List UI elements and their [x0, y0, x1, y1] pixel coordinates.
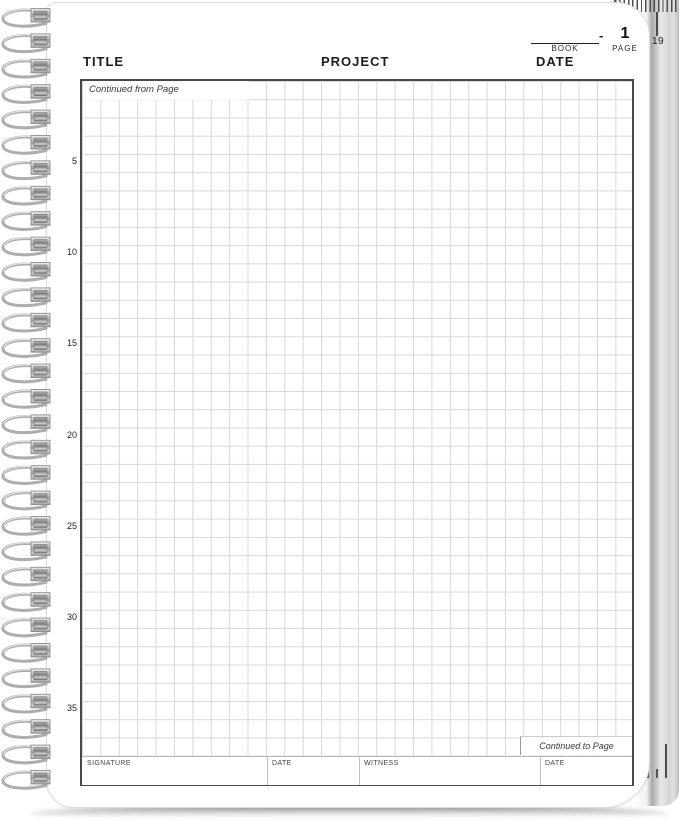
edge-tab-indicator-line	[656, 12, 658, 36]
signature-row-divider	[359, 757, 360, 785]
row-number: 20	[66, 430, 77, 440]
continued-to-page-cell: Continued to Page	[520, 736, 632, 755]
edge-tab-number: 19	[651, 36, 665, 47]
wire-binding	[0, 0, 56, 826]
grid-cells	[82, 81, 632, 756]
signature-row	[82, 756, 632, 785]
row-number: 10	[66, 247, 77, 257]
page-edge-ticks-bottom	[665, 744, 667, 778]
signature-row-divider	[267, 757, 268, 785]
row-number: 35	[66, 703, 77, 713]
signature-date-label: DATE	[272, 760, 292, 767]
grid-area	[80, 79, 634, 786]
witness-label: WITNESS	[364, 760, 399, 767]
signature-label: SIGNATURE	[87, 760, 131, 767]
row-number: 30	[66, 612, 77, 622]
project-label: PROJECT	[321, 54, 390, 69]
notebook-page	[46, 2, 650, 808]
book-label: BOOK	[551, 44, 579, 53]
witness-date-label: DATE	[545, 760, 565, 767]
page-label: PAGE	[612, 44, 638, 53]
continued-from-page-note: Continued from Page	[84, 81, 249, 100]
book-page-dash: -	[599, 28, 604, 43]
book-number-blank-line	[531, 29, 599, 44]
row-number: 5	[71, 156, 77, 166]
date-label: DATE	[536, 54, 575, 69]
page-edge-ticks-bottom	[656, 769, 658, 778]
row-number: 15	[66, 338, 77, 348]
signature-row-divider	[540, 757, 541, 785]
title-label: TITLE	[83, 54, 125, 69]
page-number: 1	[620, 25, 630, 42]
row-number: 25	[66, 521, 77, 531]
